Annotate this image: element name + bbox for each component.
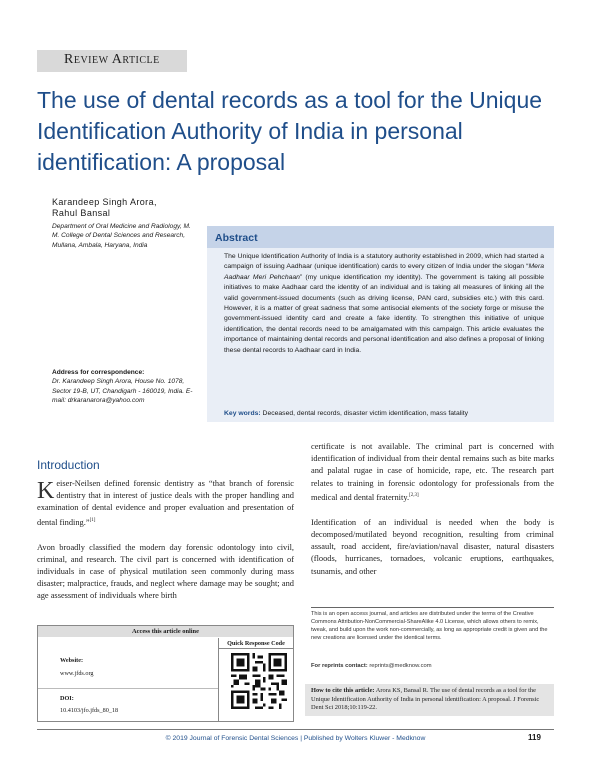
page-footer: © 2019 Journal of Forensic Dental Sciences | Published by Wolters Kluwer - Medknow [165,735,426,742]
introduction-heading: Introduction [37,458,100,472]
access-title: Access this article online [38,626,293,637]
abstract-part-2: ” (my unique identification my identity). The government is taking all possible initiatives to make Aadhaar card the identity of an individual and is taking all measures of linking all the valid government-issued documents (such as driving license, PAN card, subsidies etc.) with this card. However, it is a matter of great sadness that some antisocial elements of the society forge or misuse the government-issued identity card and create a fake identity. To strengthen this initiative of unique identification, the dental records need to be amalgamated with this campaign. This article evaluates the importance of maintaining dental records and personal identification and also defines a proposal of linking these dental records to Aadhaar card in India. [224,273,544,354]
abstract-heading: Abstract [207,226,554,248]
divider [37,729,554,730]
abstract-part-1: The Unique Identification Authority of India is a statutory authority established in 2009, which had started a campaign of issuing Aadhaar (unique identification) cards to every citizen of India under the slogan “ [224,253,544,271]
author-line-1: Karandeep Singh Arora, [52,197,157,207]
keywords [224,409,549,418]
cite-label: How to cite this article: [311,687,375,694]
ref-2-3: [2,3] [409,492,419,498]
reprints-label: For reprints contact: [311,663,368,669]
intro-paragraph-1 [37,478,294,529]
divider [218,649,219,722]
intro-paragraph-2: Avon broadly classified the modern day forensic odontology into civil, criminal, and research. The civil part is concerned with identification of individuals in case of physical mutilation seen commonly during mass disaster; malpractice, frauds, and neglect where damage may be sought; and age assessment of individuals where birth [37,542,294,601]
right-p1-text: certificate is not available. The criminal part is concerned with identification of individual from their dental remains such as bite marks and palatal rugae in case of homicide, rape, etc. The research part relates to training in forensic odontology for professionals from the medical and dental fraternity. [311,442,554,502]
keywords-label: Key words: [224,410,261,417]
authors [52,197,202,219]
divider [38,688,218,689]
abstract-box [207,226,554,422]
author-line-2: Rahul Bansal [52,208,111,218]
cite-box [305,684,554,716]
right-column [311,441,554,591]
reprints-contact [311,663,554,669]
qr-label: Quick Response Code [218,638,293,649]
page-number: 119 [528,733,541,742]
license-text: This is an open access journal, and articles are distributed under the terms of the Creative Commons Attribution-NonCommercial-ShareAlike 4.0 License, which allows others to remix, tweak, and build upon the work non-commercially, as long as appropriate credit is given and the new creations are licensed under the identical terms. [311,611,548,641]
drop-cap: K [37,478,55,504]
affiliation: Department of Oral Medicine and Radiology, M. M. College of Dental Sciences and Research, Mullana, Ambala, Haryana, India [52,223,191,249]
correspondence-label: Address for correspondence: [52,369,145,376]
divider [311,607,554,608]
intro-p1-text: eiser-Neilsen defined forensic dentistry as “that branch of forensic dentistry that in interest of justice deals with the proper handling and examination of dental evidence and proper evaluation and presentation of dental finding.” [37,479,294,527]
reprints-email[interactable]: reprints@medknow.com [369,663,432,669]
website-label: Website: [60,657,84,664]
right-paragraph-1 [311,441,554,504]
correspondence [52,368,197,405]
abstract-text [224,252,544,356]
left-column [37,478,294,616]
cite-text: Arora KS, Bansal R. The use of dental records as a tool for the Unique Identification Authority of India in personal identification: A proposal. J Forensic Dent Sci 2018;10:119-22. [311,687,540,712]
keywords-text: Deceased, dental records, disaster victim identification, mass fatality [262,410,469,417]
article-title: The use of dental records as a tool for the Unique Identification Authority of India in personal identification: A proposal [37,87,543,175]
doi-label: DOI: [60,695,74,702]
right-paragraph-2: Identification of an individual is needed when the body is decomposed/mutilated beyond recognition, resulting from criminal assault, road accident, fire/aviation/naval disaster, natural disasters (floods, hurricanes, tornadoes, volcanic eruptions, earthquakes, tsunamis, and other [311,517,554,576]
website-link[interactable]: www.jfds.org [60,670,94,677]
abstract-slogan: Mera Aadhaar Meri Pehchaan [224,263,544,281]
doi-value[interactable]: 10.4103/jfo.jfds_80_18 [60,707,119,714]
access-article-box [37,625,294,722]
ref-1: [1] [89,517,96,523]
article-type-label: Review Article [37,50,187,72]
correspondence-text: Dr. Karandeep Singh Arora, House No. 1078, Sector 19-B, UT, Chandigarh - 160019, India. E-mail: drkaranarora@yahoo.com [52,378,193,404]
qr-code-icon [231,653,287,709]
